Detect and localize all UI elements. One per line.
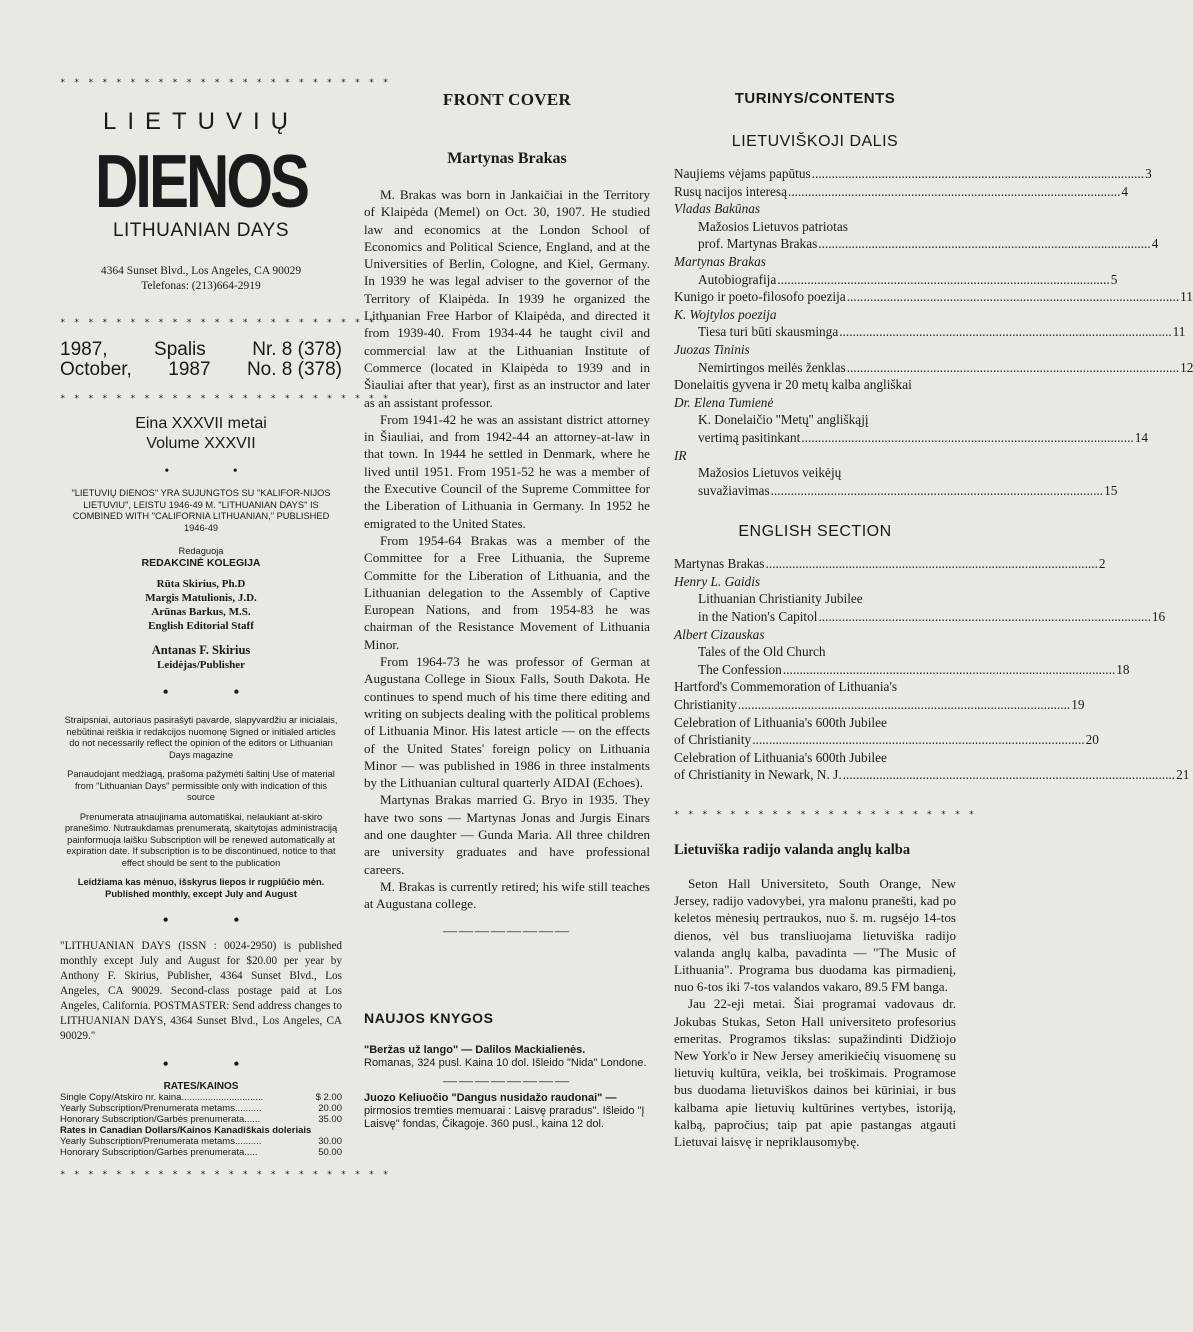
toc-page: 11 — [1180, 289, 1193, 305]
toc-title: Tiesa turi būti skausminga — [698, 324, 839, 340]
toc-entry — [674, 482, 1118, 500]
toc-leader — [777, 271, 1109, 289]
issue-en-year: 1987 — [168, 359, 211, 380]
toc-author: Albert Cizauskas — [674, 626, 765, 642]
book-entry — [364, 1092, 650, 1131]
toc-entry — [674, 183, 1129, 201]
address-phone: Telefonas: (213)664-2919 — [141, 280, 261, 292]
issue-lt — [60, 340, 342, 360]
toc-page: 21 — [1176, 767, 1190, 783]
merge-note: "LIETUVIŲ DIENOS" YRA SUJUNGTOS SU "KALIFOR-NIJOS LIETUVIU", LEISTU 1946-49 M. "LITHUANIAN DAYS" IS COMBINED WITH "CALIFORNIA LITHUANIAN," PUBLISHED 1946-49 — [71, 488, 331, 533]
toc-leader — [771, 482, 1103, 500]
article-paragraph: From 1954-64 Brakas was a member of the Committee for a Free Lithuania, the Supreme Committe for the Liberation of Lithuania, and the Lithuanian delegation to the Assembly of Captive European Nations, and from 1954-83 he was chairman of the Resistance Movement of Lithuania Minor. — [364, 532, 650, 652]
subscription-note: Prenumerata atnaujinama automatiškai, nelaukiant at-skiro pranešimo. Nutraukdamas prenumeratą, skaitytojas administraciją painformuoja laišku Subscription will be renewed automatically at expiration date. If subscription is to be discontinued, notice to that effect should be sent to the publication — [64, 811, 338, 868]
rates-title: RATES/KAINOS — [163, 1081, 239, 1092]
toc-entry — [674, 555, 1106, 573]
toc-title: suvažiavimas — [698, 482, 770, 498]
toc-entry: Celebration of Lithuania's 600th Jubilee — [674, 714, 887, 730]
masthead-column — [60, 78, 390, 1180]
toc-title: Kunigo ir poeto-filosofo poezija — [674, 289, 846, 305]
toc-leader — [818, 235, 1150, 253]
book-description: pirmosios tremties memuarai : Laisvę praradus". Išleido "Į Laisvę" fondas, Čikagoje. 360 pusl., kaina 12 dol. — [364, 1105, 645, 1131]
dot-separator: • • — [162, 1054, 270, 1074]
toc-page: 2 — [1098, 556, 1106, 572]
toc-entry: Lithuanian Christianity Jubilee — [698, 591, 863, 607]
star-divider: * * * * * * * * * * * * * * * * * * * * * * * * — [60, 78, 390, 88]
toc-entry — [674, 359, 1193, 377]
front-cover-column — [364, 90, 650, 1131]
rate-price: 20.00 — [318, 1103, 342, 1114]
staff-member: Rūta Skirius, Ph.D — [156, 578, 246, 590]
front-cover-heading: FRONT COVER — [442, 90, 572, 109]
volume-en: Volume XXXVII — [146, 435, 256, 452]
book-description: Romanas, 324 pusl. Kaina 10 dol. Išleido "Nida" Londone. — [364, 1057, 647, 1070]
toc-page: 14 — [1134, 429, 1149, 445]
publisher-name: Antanas F. Skirius — [151, 643, 251, 657]
rate-label: Single Copy/Atskiro nr. kaina............................... — [60, 1092, 264, 1103]
toc-author: Juozas Tininis — [674, 341, 750, 357]
toc-entry — [674, 323, 1186, 341]
toc-author: Henry L. Gaidis — [674, 573, 761, 589]
editorial-board: REDAKCINĖ KOLEGIJA — [141, 556, 261, 569]
toc-page: 11 — [1172, 324, 1186, 340]
toc-entry: Tales of the Old Church — [698, 644, 826, 660]
toc-page: 20 — [1085, 732, 1099, 748]
toc-page: 12 — [1180, 359, 1193, 375]
contents-column — [674, 90, 1193, 1150]
toc-title: vertimą pasitinkant — [698, 429, 801, 445]
toc-page: 19 — [1071, 697, 1085, 713]
toc-leader — [801, 429, 1133, 447]
rate-label: Honorary Subscription/Garbės prenumerata...... — [60, 1114, 261, 1125]
issue-lt-year: 1987, — [60, 339, 108, 360]
article-body — [364, 186, 650, 912]
toc-page: 4 — [1151, 236, 1159, 252]
rate-price: $ 2.00 — [315, 1092, 342, 1103]
toc-title: Martynas Brakas — [674, 556, 765, 572]
toc-author: Vladas Bakūnas — [674, 201, 761, 217]
contents-heading: TURINYS/CONTENTS — [734, 90, 896, 107]
star-divider: * * * * * * * * * * * * * * * * * * * * * * * * — [60, 394, 390, 404]
monthly-note-en: Published monthly, except July and August — [105, 888, 297, 899]
toc-author: Martynas Brakas — [674, 253, 766, 269]
toc-leader — [839, 323, 1171, 341]
toc-leader — [847, 288, 1179, 306]
toc-leader — [788, 183, 1120, 201]
toc-title: Nemirtingos meilės ženklas — [698, 359, 846, 375]
toc-page: 15 — [1104, 482, 1118, 498]
issue-lt-number: Nr. 8 (378) — [252, 339, 342, 360]
staff-list — [60, 577, 342, 633]
rate-row — [60, 1103, 342, 1114]
rate-price: 30.00 — [318, 1136, 342, 1147]
toc-entry: Celebration of Lithuania's 600th Jubilee — [674, 749, 887, 765]
star-divider: * * * * * * * * * * * * * * * * * * * * * * * * — [60, 318, 390, 328]
edited-by: Redaguoja — [178, 546, 224, 556]
toc-entry: Mažosios Lietuvos veikėjų — [698, 465, 842, 481]
toc-author: Dr. Elena Tumienė — [674, 394, 774, 410]
address-street: 4364 Sunset Blvd., Los Angeles, CA 90029 — [100, 265, 302, 277]
article-paragraph: From 1941-42 he was an assistant district attorney in Šiauliai, and from 1942-44 an attorney-at-law in that town. In 1944 he settled in Denmark, where he lived until 1951. From 1951-52 he was a member of the Executive Council of the Supreme Committee for the Liberation of Lithuania in Germany. In 1952 he emigrated to the United States. — [364, 411, 650, 531]
staff-member: English Editorial Staff — [148, 620, 254, 632]
toc-leader — [738, 696, 1070, 714]
radio-article-body — [674, 875, 956, 1150]
volume-lt: Eina XXXVII metai — [135, 415, 267, 432]
english-section-heading: ENGLISH SECTION — [738, 523, 892, 541]
article-paragraph: From 1964-73 he was professor of German at Augustana College in Sioux Falls, South Dakota. He continues to spend much of his time there editing and writing on subjects dealing with the political problems of Lithuania Minor. His latest article — on the effects of the United States' foreign policy on Lithuania Minor — was published in 1986 in three instalments by the Lithuanian cultural quarterly AIDAI (Echoes). — [364, 654, 650, 791]
issue-en — [60, 360, 342, 380]
toc-english — [674, 555, 1190, 784]
toc-title: Christianity — [674, 697, 737, 713]
dot-separator: • • — [162, 910, 270, 930]
address — [60, 264, 342, 294]
issue-en-number: No. 8 (378) — [246, 359, 342, 380]
star-divider: * * * * * * * * * * * * * * * * * * * * * * — [674, 810, 976, 820]
dash-separator: ———————— — [443, 924, 571, 940]
toc-title: Autobiografija — [698, 271, 777, 287]
toc-entry — [674, 766, 1190, 784]
issue-info — [60, 340, 342, 380]
toc-entry: Hartford's Commemoration of Lithuania's — [674, 679, 898, 695]
rate-label: Honorary Subscription/Garbės prenumerata..... — [60, 1147, 258, 1158]
toc-entry: Mažosios Lietuvos patriotas — [698, 218, 848, 234]
toc-title: prof. Martynas Brakas — [698, 236, 818, 252]
new-books-heading: NAUJOS KNYGOS — [364, 1010, 494, 1027]
book-title: Juozo Keliuočio "Dangus nusidažo raudonai" — — [364, 1092, 617, 1105]
radio-paragraph: Jau 22-eji metai. Šiai programai vadovaus dr. Jokubas Stukas, Seton Hall universiteto profesorius emeritas. Programos tikslas: supažindinti Didžiojo New York'o ir New Jersey amerikiečių visuomenę su lietuvių kultūra, veikla, bei troškimais. Programose bus duodama lietuviškos dainos bei kūriniai, ir bus kalbama apie lietuvių kultūrines vertybes, istoriją, kalbą, papročius; taip pat apie pastangas atgauti Lietuvai laisvę ir nepriklausomybę. — [674, 996, 956, 1150]
masthead-lietuviu: LIETUVIŲ — [102, 108, 300, 135]
monthly-note-lt: Leidžiama kas mėnuo, išskyrus liepos ir rugpiūčio mėn. — [77, 877, 325, 887]
rates-canada-title: Rates in Canadian Dollars/Kainos Kanadiškais doleriais — [60, 1125, 312, 1136]
rate-price: 50.00 — [318, 1147, 342, 1158]
toc-page: 16 — [1151, 609, 1166, 625]
issue-lt-month: Spalis — [154, 339, 206, 360]
lithuanian-section-heading: LIETUVIŠKOJI DALIS — [731, 133, 899, 150]
toc-title: of Christianity in Newark, N. J. — [674, 767, 842, 783]
rates-table — [60, 1092, 342, 1158]
rate-row — [60, 1136, 342, 1147]
publisher-title: Leidėjas/Publisher — [156, 659, 245, 671]
toc-leader — [843, 766, 1175, 784]
toc-title: Naujiems vėjams papūtus — [674, 166, 811, 181]
masthead-dienos: DIENOS — [94, 139, 308, 224]
rate-row — [60, 1092, 342, 1103]
dash-separator: ———————— — [443, 1074, 571, 1090]
toc-entry — [674, 731, 1099, 749]
toc-author: K. Wojtylos poezija — [674, 306, 777, 322]
staff-member: Margis Matulionis, J.D. — [145, 592, 257, 604]
toc-leader — [752, 731, 1084, 749]
star-divider: * * * * * * * * * * * * * * * * * * * * * * * * — [60, 1170, 390, 1180]
masthead-lithuanian-days: LITHUANIAN DAYS — [112, 220, 290, 241]
rate-label: Yearly Subscription/Prenumerata metams.......... — [60, 1103, 262, 1114]
article-paragraph: Martynas Brakas married G. Bryo in 1935. They have two sons — Martynas Jonas and Jurgis Einars and one daughter — Gunda Maria. All three children are university graduates and have professional careers. — [364, 792, 650, 877]
issn-note: "LITHUANIAN DAYS (ISSN : 0024-2950) is published monthly except July and August for $20.00 per year by Anthony F. Skirius, Publisher, 4364 Sunset Blvd., Los Angeles, CA 90029. Second-class postage paid at Los Angeles, California. POSTMASTER: Send address changes to LITHUANIAN DAYS, 4364 Sunset Blvd., Los Angeles, CA 90029." — [60, 940, 342, 1042]
toc-entry — [674, 696, 1085, 714]
toc-lithuanian — [674, 165, 1193, 499]
toc-entry: Donelaitis gyvena ir 20 metų kalba angliškai — [674, 377, 912, 393]
book-entry — [364, 1044, 650, 1070]
toc-leader — [765, 555, 1097, 573]
issue-en-month: October, — [60, 359, 132, 380]
toc-page: 3 — [1145, 166, 1152, 181]
toc-entry — [674, 429, 1149, 447]
signed-articles-note: Straipsniai, autoriaus pasirašyti pavarde, slapyvardžiu ar inicialais, nebūtinai reiškia ir redakcijos nuomonę Signed or initialed articles do not necessarily reflect the opinion of the editors or Lithuanian Days magazine — [64, 715, 338, 760]
toc-leader — [847, 359, 1179, 377]
toc-title: in the Nation's Capitol — [698, 609, 818, 625]
toc-entry — [674, 608, 1166, 626]
staff-member: Arūnas Barkus, M.S. — [151, 606, 251, 618]
article-paragraph: M. Brakas is currently retired; his wife still teaches at Augustana college. — [364, 878, 650, 912]
rate-price: 35.00 — [318, 1114, 342, 1125]
toc-leader — [818, 608, 1150, 626]
toc-entry — [674, 165, 1152, 183]
toc-page: 4 — [1121, 183, 1129, 199]
dot-separator: • • — [162, 682, 270, 702]
toc-entry — [674, 271, 1118, 289]
book-title: "Beržas už lango" — Dalilos Mackialienės. — [364, 1044, 586, 1057]
use-of-material-note: Panaudojant medžiagą, prašoma pažymėti šaltinį Use of material from "Lithuanian Days" permissible only with indication of this source — [67, 769, 335, 802]
toc-entry: K. Donelaičio ''Metų'' angliškąjį — [698, 412, 869, 428]
dot-separator: • • — [164, 464, 268, 479]
volume — [60, 414, 342, 454]
rate-label: Yearly Subscription/Prenumerata metams.......... — [60, 1136, 262, 1147]
toc-title: of Christianity — [674, 732, 752, 748]
article-paragraph: M. Brakas was born in Jankaičiai in the Territory of Klaipėda (Memel) on Oct. 30, 1907. He studied law and economics at the London School of Economics and Political Science, England, and at the Universities of Berlin, Cologne, and Kiel, Germany. In 1939 he was legal adviser to the governor of the Territory of Klaipėda. In 1939 he organized the Lithuanian Free Harbor of Klaipėda, and directed it from 1939-40. From 1934-44 he taught civil and commercial law at the Lithuanian Institute of Commerce (located in Klaipėda to 1939 and in Šiauliai after that year), first as an instructor and later as an assistant professor. — [364, 187, 650, 410]
toc-entry — [674, 288, 1193, 306]
article-title: Martynas Brakas — [447, 150, 567, 167]
toc-entry — [674, 661, 1130, 679]
toc-title: Rusų nacijos interesą — [674, 183, 787, 199]
rate-row — [60, 1114, 342, 1125]
rate-row — [60, 1147, 342, 1158]
toc-leader — [783, 661, 1115, 679]
toc-title: The Confession — [698, 661, 782, 677]
radio-paragraph: Seton Hall Universiteto, South Orange, New Jersey, radijo vadovybei, yra malonu pranešti, kad po keletos mėnesių pertraukos, nuo š. m. rugsėjo 14-tos dienos, vėl bus transliuojama lietuviška radijo valanda anglų kalba, pavadinta — "The Music of Lithuania". Programa bus duodama kas pirmadienį, nuo 6-tos iki 7-tos valandos vakaro, 89.5 FM banga. — [674, 876, 956, 995]
toc-page: 18 — [1116, 661, 1130, 677]
toc-entry — [674, 235, 1159, 253]
toc-leader — [812, 165, 1144, 183]
radio-article-title: Lietuviška radijo valanda anglų kalba — [674, 842, 911, 858]
toc-author: IR — [674, 447, 687, 463]
toc-page: 5 — [1110, 271, 1118, 287]
